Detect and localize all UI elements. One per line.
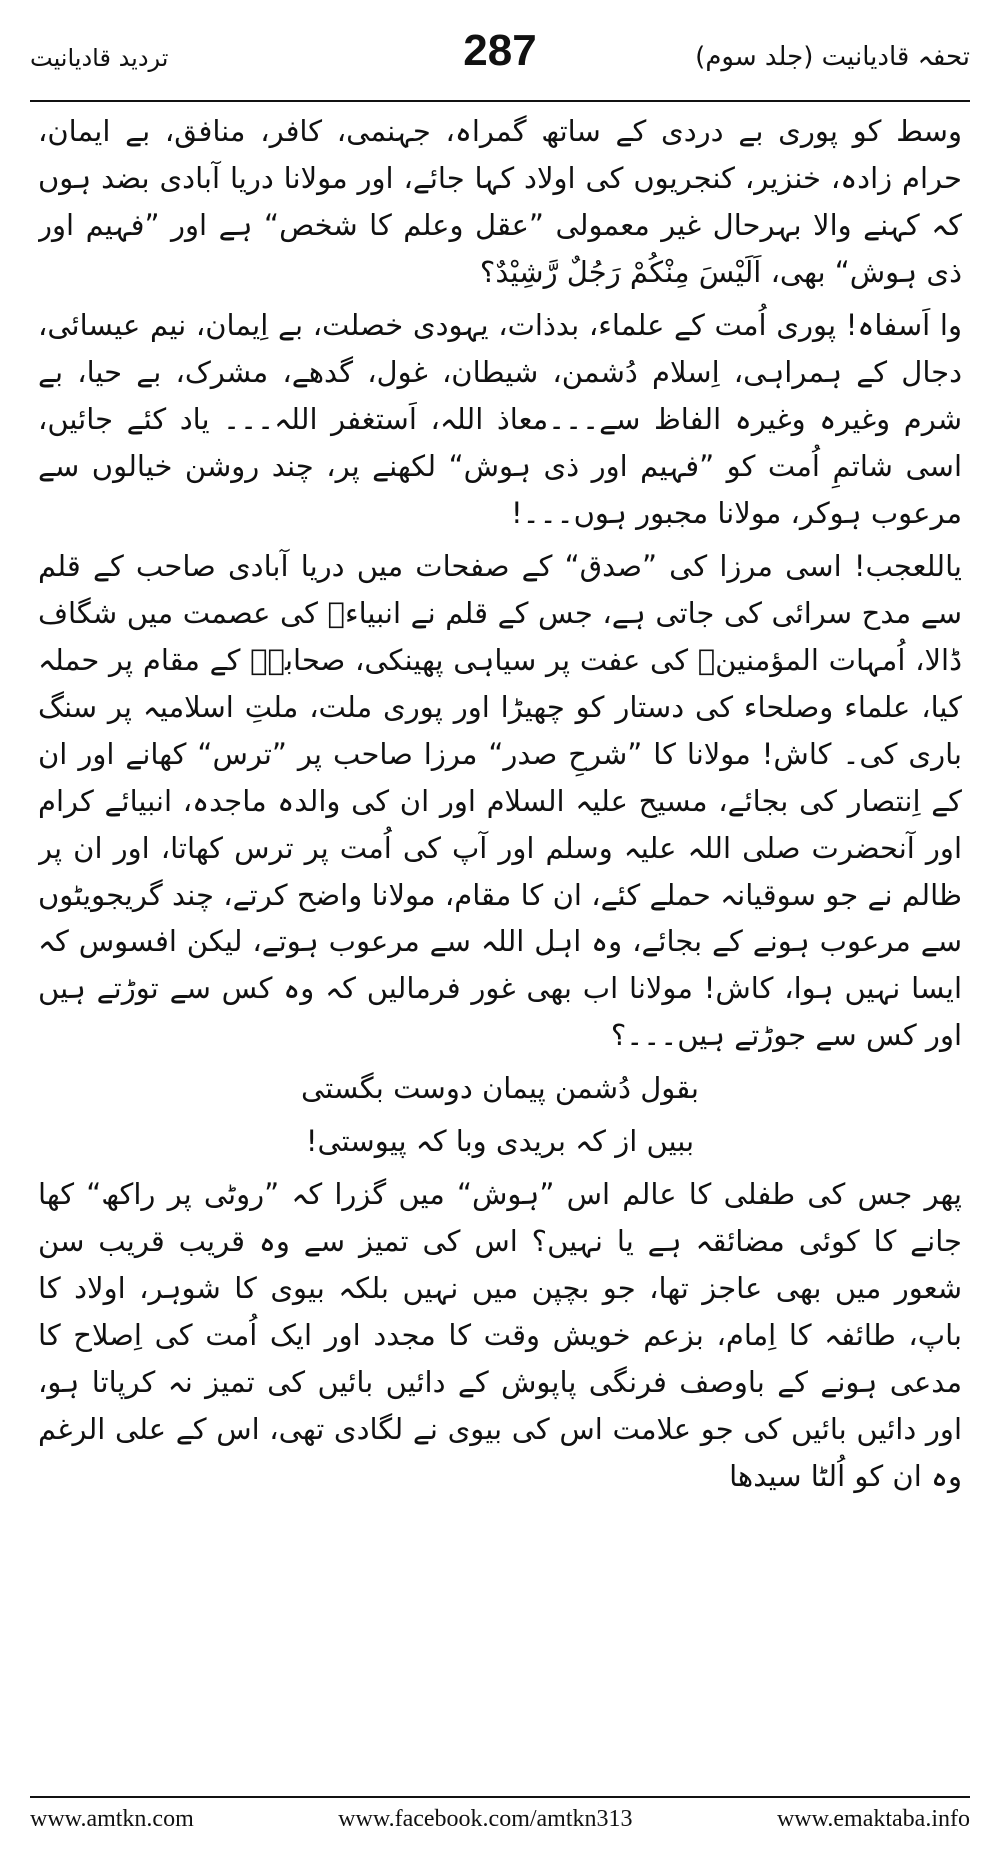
footer-link-amtkn[interactable]: www.amtkn.com [30,1806,194,1832]
page-footer [30,1806,970,1842]
page-header [30,28,970,98]
verse-line: ببیں از کہ بریدی وبا کہ پیوستی! [305,1124,695,1159]
paragraph: وا اَسفاہ! پوری اُمت کے علماء، بدذات، یہودی خصلت، بے اِیمان، نیم عیسائی، دجال کے ہمراہی، اِسلام دُشمن، شیطان، غول، گدھے، مشرک، بے حیا، بے شرم وغیرہ وغیرہ الفاظ سے۔۔۔معاذ اللہ، اَستغفر اللہ۔۔۔ یاد کئے جائیں، اسی شاتمِ اُمت کو ”فہیم اور ذی ہوش“ لکھنے پر، چند روشن خیالوں سے مرعوب ہوکر، مولانا مجبور ہوں۔۔۔! [38,307,962,530]
paragraph: یاللعجب! اسی مرزا کی ”صدق“ کے صفحات میں دریا آبادی صاحب کے قلم سے مدح سرائی کی جاتی ہے، جس کے قلم نے انبیاءؑ کی عصمت میں شگاف ڈالا، اُمہات المؤمنینؓ کی عفت پر سیاہی پھینکی، صحابہؓ کے مقام پر حملہ کیا، علماء وصلحاء کی دستار کو چھیڑا اور پوری ملت، ملتِ اسلامیہ پر سنگ باری کی۔ کاش! مولانا کا ”شرحِ صدر“ مرزا صاحب پر ”ترس“ کھانے اور ان کے اِنتصار کی بجائے، مسیح علیہ السلام اور ان کی والدہ ماجدہ، انبیائے کرام اور آنحضرت صلی اللہ علیہ وسلم اور آپ کی اُمت پر ترس کھاتا، اور ان پر ظالم نے جو سوقیانہ حملے کئے، ان کا مقام، مولانا واضح کرتے، چند گریجویٹوں سے مرعوب ہونے کے بجائے، وہ اہل اللہ سے مرعوب ہوتے، لیکن افسوس کہ ایسا نہیں ہوا، کاش! مولانا اب بھی غور فرمالیں کہ وہ کس سے توڑتے ہیں اور کس سے جوڑتے ہیں۔۔۔؟ [38,548,962,1053]
book-title: تحفہ قادیانیت (جلد سوم) [695,42,970,72]
paragraph: وسط کو پوری بے دردی کے ساتھ گمراہ، جہنمی، کافر، منافق، بے ایمان، حرام زادہ، خنزیر، کنجریوں کی اولاد کہا جائے، اور مولانا دریا آبادی بضد ہوں کہ کہنے والا بہرحال غیر معمولی ”عقل وعلم کا شخص“ ہے اور ”فہیم اور ذی ہوش“ بھی، اَلَیْسَ مِنْکُمْ رَجُلٌ رَّشِیْدٌ؟ [38,114,962,289]
header-divider [30,100,970,102]
section-title: تردید قادیانیت [30,44,169,72]
footer-link-facebook[interactable]: www.facebook.com/amtkn313 [338,1806,633,1832]
verse-line: بقول دُشمن پیمان دوست بگستی [300,1071,699,1106]
page-number: 287 [463,26,537,75]
footer-divider [30,1796,970,1798]
page-body [38,108,962,1788]
footer-link-emaktaba[interactable]: www.emaktaba.info [776,1806,970,1832]
paragraph: پھر جس کی طفلی کا عالم اس ”ہوش“ میں گزرا کہ ”روٹی پر راکھ“ کھا جانے کا کوئی مضائقہ ہے یا نہیں؟ اس کی تمیز سے وہ قریب قریب سن شعور میں بھی عاجز تھا، جو بچپن میں نہیں بلکہ بیوی کا شوہر، اولاد کا باپ، طائفہ کا اِمام، بزعم خویش وقت کا مجدد اور ایک اُمت کی اِصلاح کا مدعی ہونے کے باوصف فرنگی پاپوش کے دائیں بائیں کی تمیز نہ کرپاتا ہو، اور دائیں بائیں کی جو علامت اس کی بیوی نے لگادی تھی، اس کے علی الرغم وہ ان کو اُلٹا سیدھا [38,1177,962,1494]
